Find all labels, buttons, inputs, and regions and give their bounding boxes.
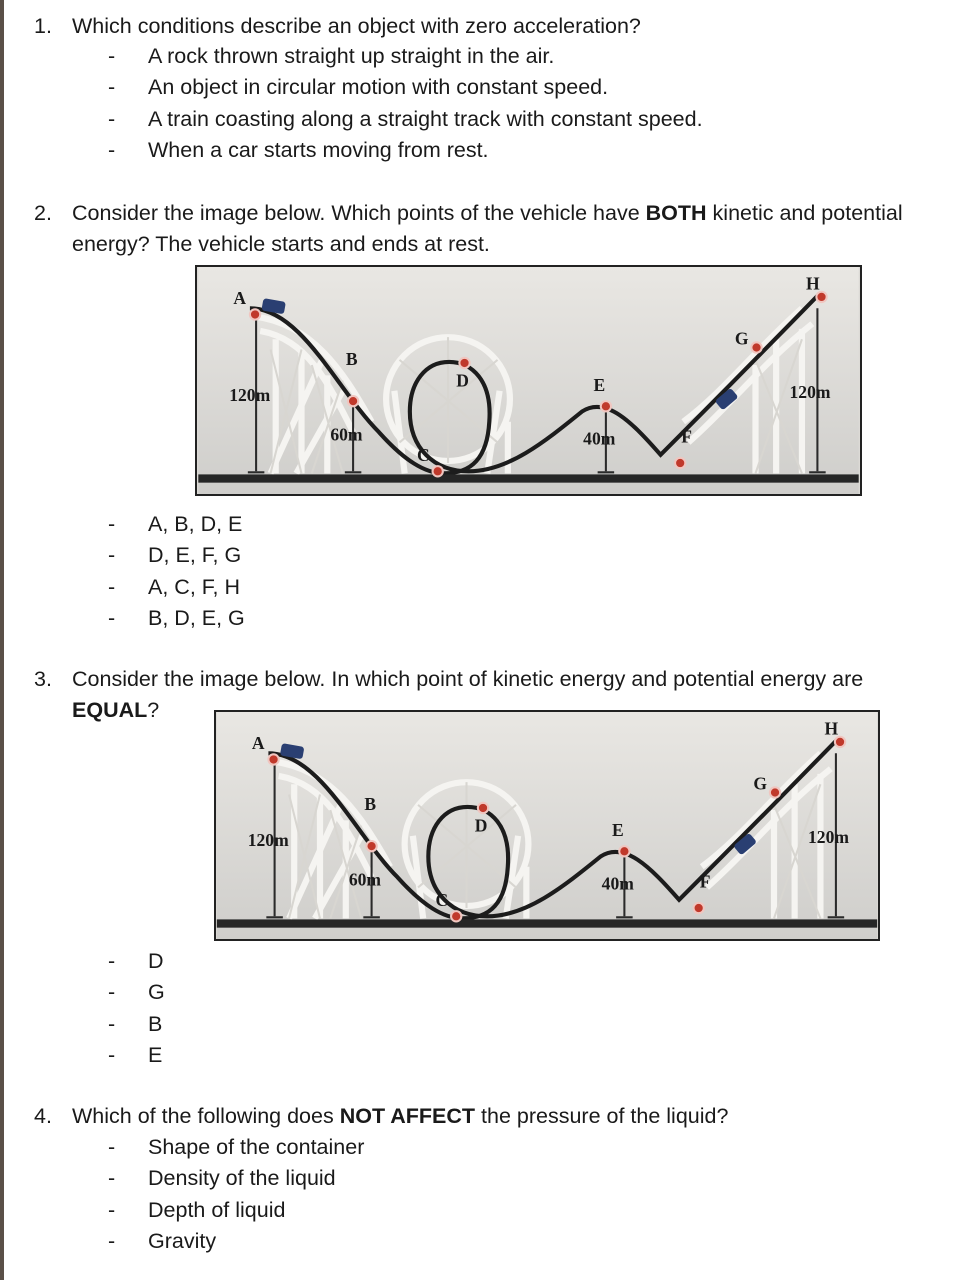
point-label-f: F: [699, 871, 711, 892]
dash: -: [108, 1166, 116, 1191]
question-1-number: 1.: [34, 14, 52, 38]
option-label: Shape of the container: [148, 1135, 365, 1159]
height-label-e: 40m: [583, 428, 616, 449]
dash: -: [108, 1135, 116, 1159]
question-4-text: [72, 1101, 728, 1132]
option-label: When a car starts moving from rest.: [148, 137, 489, 162]
option-label: A, B, D, E: [148, 512, 243, 536]
option-label: Depth of liquid: [148, 1197, 286, 1222]
dash: -: [108, 543, 116, 568]
point-label-f: F: [681, 426, 692, 447]
dash: -: [108, 512, 116, 536]
ground: [217, 919, 877, 927]
option-label: A train coasting along a straight track with constant speed.: [148, 106, 703, 131]
height-label-left: 120m: [229, 385, 271, 406]
option-label: D: [148, 949, 164, 973]
ground: [198, 474, 858, 482]
point-label-b: B: [345, 349, 358, 370]
roller-coaster-figure-2: [214, 710, 880, 941]
option-label: An object in circular motion with constant speed.: [148, 75, 609, 100]
height-label-b: 60m: [348, 869, 382, 890]
dash: -: [108, 980, 116, 1005]
page-edge: [0, 0, 4, 1280]
dash: -: [108, 1042, 116, 1067]
question-2-emphasis: BOTH: [645, 201, 707, 225]
question-4-number: 4.: [34, 1104, 52, 1128]
question-2-line-1: [72, 198, 903, 229]
question-2-text: Consider the image below. Which points of the vehicle have: [72, 201, 646, 225]
dash: -: [108, 1197, 116, 1222]
question-3-text-end: ?: [147, 698, 160, 722]
dash: -: [108, 106, 116, 131]
dash: -: [108, 1228, 116, 1253]
question-2-number: 2.: [34, 201, 52, 225]
point-label-d: D: [474, 815, 488, 836]
height-label-right: 120m: [789, 382, 831, 403]
question-3-emphasis: EQUAL: [72, 698, 148, 722]
option-label: D, E, F, G: [148, 543, 242, 568]
point-label-c: C: [417, 444, 430, 465]
point-label-d: D: [456, 370, 469, 391]
option-label: G: [148, 980, 165, 1005]
point-label-e: E: [612, 819, 624, 840]
option-label: Density of the liquid: [148, 1166, 336, 1191]
point-label-h: H: [824, 718, 839, 739]
roller-coaster-figure-1: [195, 265, 862, 496]
dash: -: [108, 605, 116, 630]
question-2-text-end: kinetic and potential: [706, 201, 903, 225]
question-3-line-1: Consider the image below. In which point of kinetic energy and potential energy are: [72, 667, 864, 691]
dash: -: [108, 44, 116, 68]
option-label: A rock thrown straight up straight in the air.: [148, 44, 555, 68]
option-label: E: [148, 1042, 163, 1067]
option-label: Gravity: [148, 1228, 217, 1253]
point-label-e: E: [593, 374, 606, 395]
point-label-g: G: [734, 328, 749, 349]
dash: -: [108, 949, 116, 973]
dash: -: [108, 574, 116, 599]
question-1-text: Which conditions describe an object with zero acceleration?: [72, 14, 641, 38]
question-4-text-end: the pressure of the liquid?: [475, 1104, 729, 1128]
option-label: B, D, E, G: [148, 605, 245, 630]
question-3-number: 3.: [34, 667, 52, 691]
height-label-left: 120m: [247, 830, 289, 851]
roller-coaster-diagram: [216, 712, 878, 939]
question-2-line-2: energy? The vehicle starts and ends at rest.: [72, 232, 490, 256]
height-label-right: 120m: [808, 827, 849, 848]
question-3-line-2: [72, 695, 159, 726]
point-label-c: C: [435, 889, 449, 910]
question-4-emphasis: NOT AFFECT: [339, 1104, 476, 1128]
dash: -: [108, 137, 116, 162]
height-label-e: 40m: [601, 873, 634, 894]
option-label: B: [148, 1011, 163, 1036]
height-label-b: 60m: [330, 424, 363, 445]
dash: -: [108, 75, 116, 100]
point-label-g: G: [753, 773, 768, 794]
point-label-a: A: [251, 733, 265, 754]
dash: -: [108, 1011, 116, 1036]
point-label-h: H: [806, 273, 820, 294]
point-label-b: B: [364, 794, 377, 815]
roller-coaster-diagram: [197, 267, 860, 494]
option-label: A, C, F, H: [148, 574, 240, 599]
question-4-text-start: Which of the following does: [72, 1104, 340, 1128]
point-label-a: A: [233, 288, 247, 309]
